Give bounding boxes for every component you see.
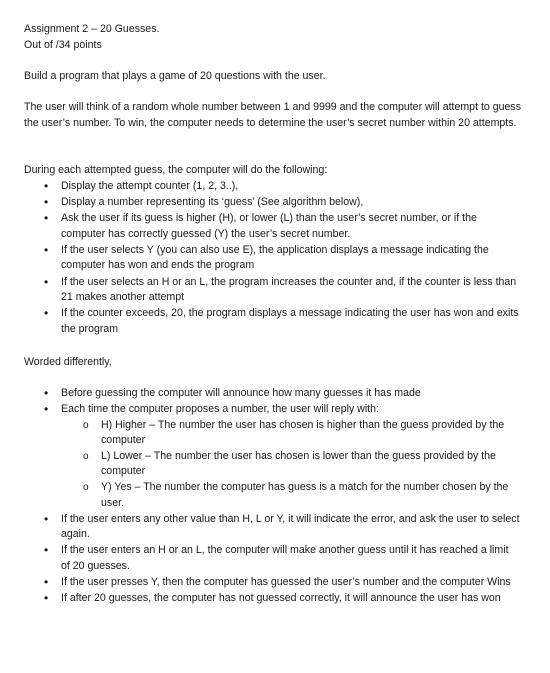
list-item: • If the counter exceeds, 20, the program displays a message indicating the user has won and exits the program — [0, 306, 520, 337]
worded-heading: Worded differently, — [24, 356, 112, 368]
list-item: • If the user enters an H or an L, the computer will make another guess until it has reached a limit of 20 guesses. — [0, 543, 520, 574]
list-item: • Ask the user if its guess is higher (H), or lower (L) than the user’s secret number, or if the computer has correctly guessed (Y) the user’s secret number. — [0, 211, 520, 242]
reply-option: o Y) Yes – The number the computer has guess is a match for the number chosen by the user. — [61, 480, 520, 511]
steps-heading: During each attempted guess, the computer will do the following: — [24, 164, 328, 176]
reply-intro: Each time the computer proposes a number, the user will reply with: — [61, 403, 379, 416]
reply-option: o L) Lower – The number the user has chosen is lower than the guess provided by the computer — [61, 449, 520, 480]
steps-list — [0, 179, 520, 338]
points-total: Out of /34 points — [24, 39, 102, 51]
reply-options-list — [61, 418, 520, 512]
reply-option: o H) Higher – The number the user has chosen is higher than the guess provided by the computer — [61, 418, 520, 449]
list-item: • If the user selects an H or an L, the program increases the counter and, if the counter is less than 21 makes another attempt — [0, 275, 520, 306]
list-item: • Display a number representing its ‘guess’ (See algorithm below), — [0, 195, 520, 211]
assignment-title: Assignment 2 – 20 Guesses. — [24, 23, 160, 35]
intro-paragraph: Build a program that plays a game of 20 questions with the user. — [24, 70, 326, 82]
list-item: • If after 20 guesses, the computer has not guessed correctly, it will announce the user has won — [0, 591, 520, 607]
worded-list — [0, 386, 520, 607]
description-paragraph: The user will think of a random whole number between 1 and 9999 and the computer will attempt to guess the user’s number. To win, the computer needs to determine the user’s secret number within 20 attempts. — [24, 101, 522, 129]
list-item: • If the user presses Y, then the computer has guessed the user’s number and the computer Wins — [0, 575, 520, 591]
list-item: • If the user selects Y (you can also use E), the application displays a message indicating the computer has won and ends the program — [0, 243, 520, 274]
list-item: • Display the attempt counter (1, 2, 3..), — [0, 179, 520, 195]
list-item: • Before guessing the computer will announce how many guesses it has made — [0, 386, 520, 402]
list-item: • If the user enters any other value than H, L or Y, it will indicate the error, and ask the user to select again. — [0, 512, 520, 543]
list-item — [0, 402, 520, 511]
